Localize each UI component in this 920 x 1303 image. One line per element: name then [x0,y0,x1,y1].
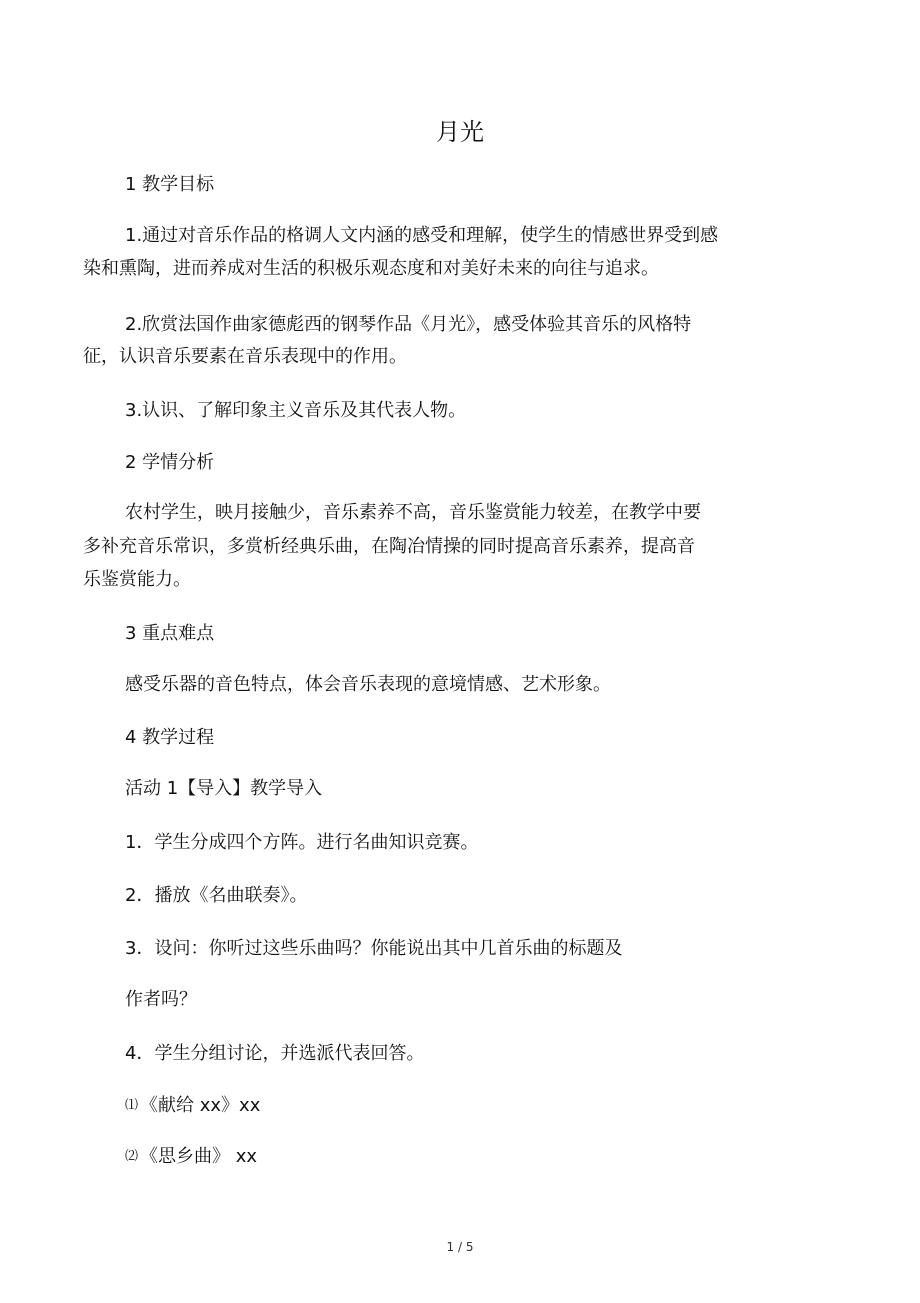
step-4: 4．学生分组讨论，并选派代表回答。 [125,1043,425,1064]
section-heading-goals: 1 教学目标 [125,174,215,195]
section-heading-analysis: 2 学情分析 [125,452,215,473]
step-3-line-2: 作者吗？ [125,989,197,1010]
page-indicator: 1 / 5 [446,1240,474,1254]
key-points-text: 感受乐器的音色特点，体会音乐表现的意境情感、艺术形象。 [125,674,611,695]
step-1: 1．学生分成四个方阵。进行名曲知识竞赛。 [125,832,479,853]
analysis-line-1: 农村学生，映月接触少，音乐素养不高，音乐鉴赏能力较差，在教学中要 [125,502,701,523]
section-heading-process: 4 教学过程 [125,727,215,748]
answer-1 [125,1094,260,1118]
activity-heading: 活动 1【导入】教学导入 [125,778,323,799]
answer-2 [125,1145,257,1169]
page-title: 月光 [436,118,484,146]
section-heading-key-points: 3 重点难点 [125,623,215,644]
answer-1-text: 《献给 xx》xx [140,1095,261,1116]
answer-1-marker: ⑴ [125,1098,139,1113]
step-2: 2．播放《名曲联奏》。 [125,885,308,906]
analysis-line-3: 乐鉴赏能力。 [83,569,191,590]
goal-2-line-2: 征，认识音乐要素在音乐表现中的作用。 [83,346,407,367]
answer-2-marker: ⑵ [125,1149,139,1164]
answer-2-text: 《思乡曲》 xx [140,1146,258,1167]
analysis-line-2: 多补充音乐常识，多赏析经典乐曲，在陶冶情操的同时提高音乐素养，提高音 [83,536,695,557]
goal-2-line-1: 2.欣赏法国作曲家德彪西的钢琴作品《月光》，感受体验其音乐的风格特 [125,314,692,335]
goal-3-line-1: 3.认识、了解印象主义音乐及其代表人物。 [125,400,467,421]
goal-1-line-2: 染和熏陶，进而养成对生活的积极乐观态度和对美好未来的向往与追求。 [83,258,659,279]
goal-1-line-1: 1.通过对音乐作品的格调人文内涵的感受和理解，使学生的情感世界受到感 [125,225,719,246]
step-3-line-1: 3．设问：你听过这些乐曲吗？你能说出其中几首乐曲的标题及 [125,938,623,959]
